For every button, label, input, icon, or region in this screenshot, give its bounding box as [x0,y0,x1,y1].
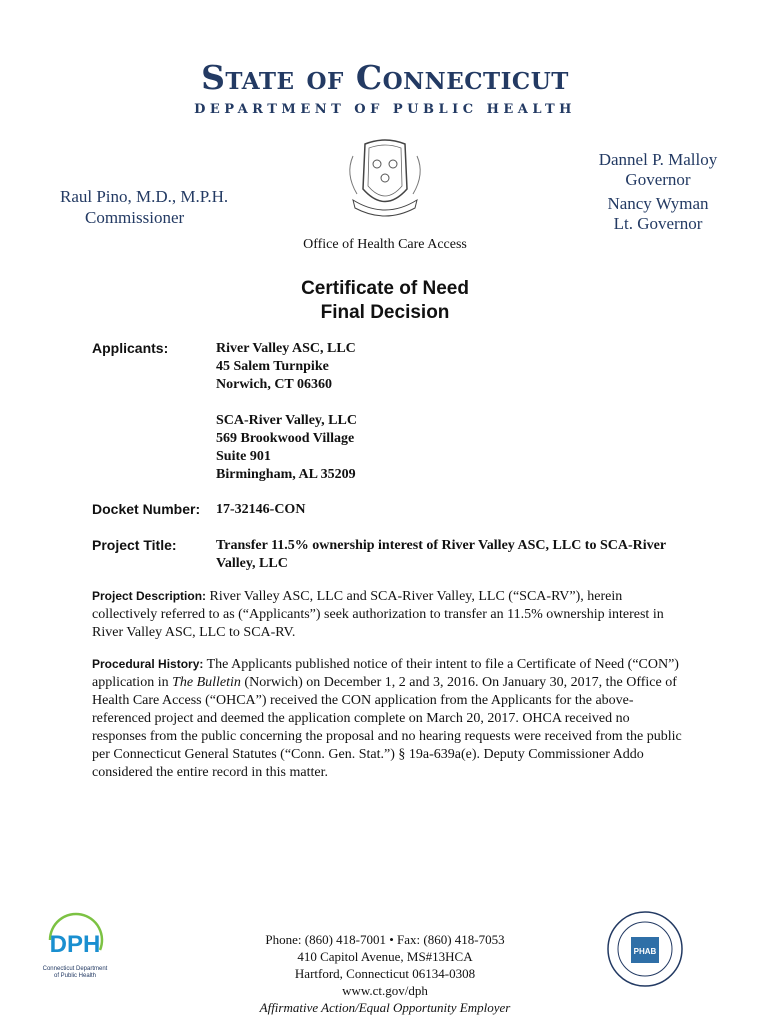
footer-address-2: Hartford, Connecticut 06134-0308 [294,966,476,981]
state-seal-icon [335,134,435,224]
commissioner-name: Raul Pino, M.D., M.P.H. [60,187,229,206]
heading-line-2: Final Decision [320,302,450,323]
dph-logo-caption-1: Connecticut Department [42,966,108,972]
project-description-label: Project Description: [92,589,207,603]
footer-eoe: Affirmative Action/Equal Opportunity Employer [259,1000,511,1015]
phab-logo-text: PHAB [633,947,657,956]
docket-number: 17-32146-CON [216,502,306,517]
applicant-2-line: SCA-River Valley, LLC [216,413,357,428]
applicants-label: Applicants: [92,340,169,356]
footer-phone: Phone: (860) 418-7001 • Fax: (860) 418-7053 [265,932,505,947]
applicant-2-line: Suite 901 [216,449,271,464]
department-name: DEPARTMENT OF PUBLIC HEALTH [194,102,576,117]
procedural-history [92,655,682,782]
project-title: Transfer 11.5% ownership interest of River Valley ASC, LLC to SCA-River Valley, LLC [216,538,666,571]
document-heading [0,277,770,325]
lt-governor-name: Nancy Wyman [607,194,709,213]
dph-logo-text: DPH [49,931,101,958]
applicant-2-address [216,412,357,484]
applicant-1-line: Norwich, CT 06360 [216,377,333,392]
project-description-text: River Valley ASC, LLC and SCA-River Valley, LLC (“SCA-RV”), herein collectively referred to as (“Applicants”) seek authorization to transfer an 11.5% ownership interest in River Valley ASC, LLC to SCA-RV. [92,589,664,640]
heading-line-1: Certificate of Need [301,278,469,299]
state-title: State of Connecticut [201,58,569,97]
governor-block [598,150,718,234]
phab-accreditation-logo-icon [605,909,685,989]
footer-website[interactable]: www.ct.gov/dph [342,983,428,998]
procedural-history-label: Procedural History: [92,657,204,671]
applicant-2-line: 569 Brookwood Village [216,431,355,446]
footer-address-1: 410 Capitol Avenue, MS#13HCA [297,949,473,964]
publication-name: The Bulletin [172,675,241,690]
applicant-2-line: Birmingham, AL 35209 [216,467,356,482]
docket-label: Docket Number: [92,501,201,517]
dph-logo-caption-2: of Public Health [53,973,97,979]
project-title-label: Project Title: [92,537,177,553]
commissioner-block [60,186,228,228]
procedural-history-text: The Applicants published notice of their intent to file a Certificate of Need (“CON”) application in [92,657,679,690]
applicant-1-address [216,340,356,394]
project-description [92,587,682,642]
applicant-1-line: River Valley ASC, LLC [216,341,356,356]
office-name: Office of Health Care Access [303,237,467,252]
lt-governor-title: Lt. Governor [613,214,703,233]
procedural-history-text-cont: (Norwich) on December 1, 2 and 3, 2016. On January 30, 2017, the Office of Health Care Access (“OHCA”) received the CON application from the Applicants for the above-referenced project and deemed the application complete on March 20, 2017. OHCA received no responses from the public concerning the proposal and no hearing requests were received from the public per Connecticut General Statutes (“Conn. Gen. Stat.”) § 19a-639a(e). Deputy Commissioner Addo considered the entire record in this matter. [92,675,682,780]
governor-title: Governor [625,170,691,189]
governor-name: Dannel P. Malloy [598,150,718,169]
applicant-1-line: 45 Salem Turnpike [216,359,329,374]
commissioner-title: Commissioner [85,208,185,227]
